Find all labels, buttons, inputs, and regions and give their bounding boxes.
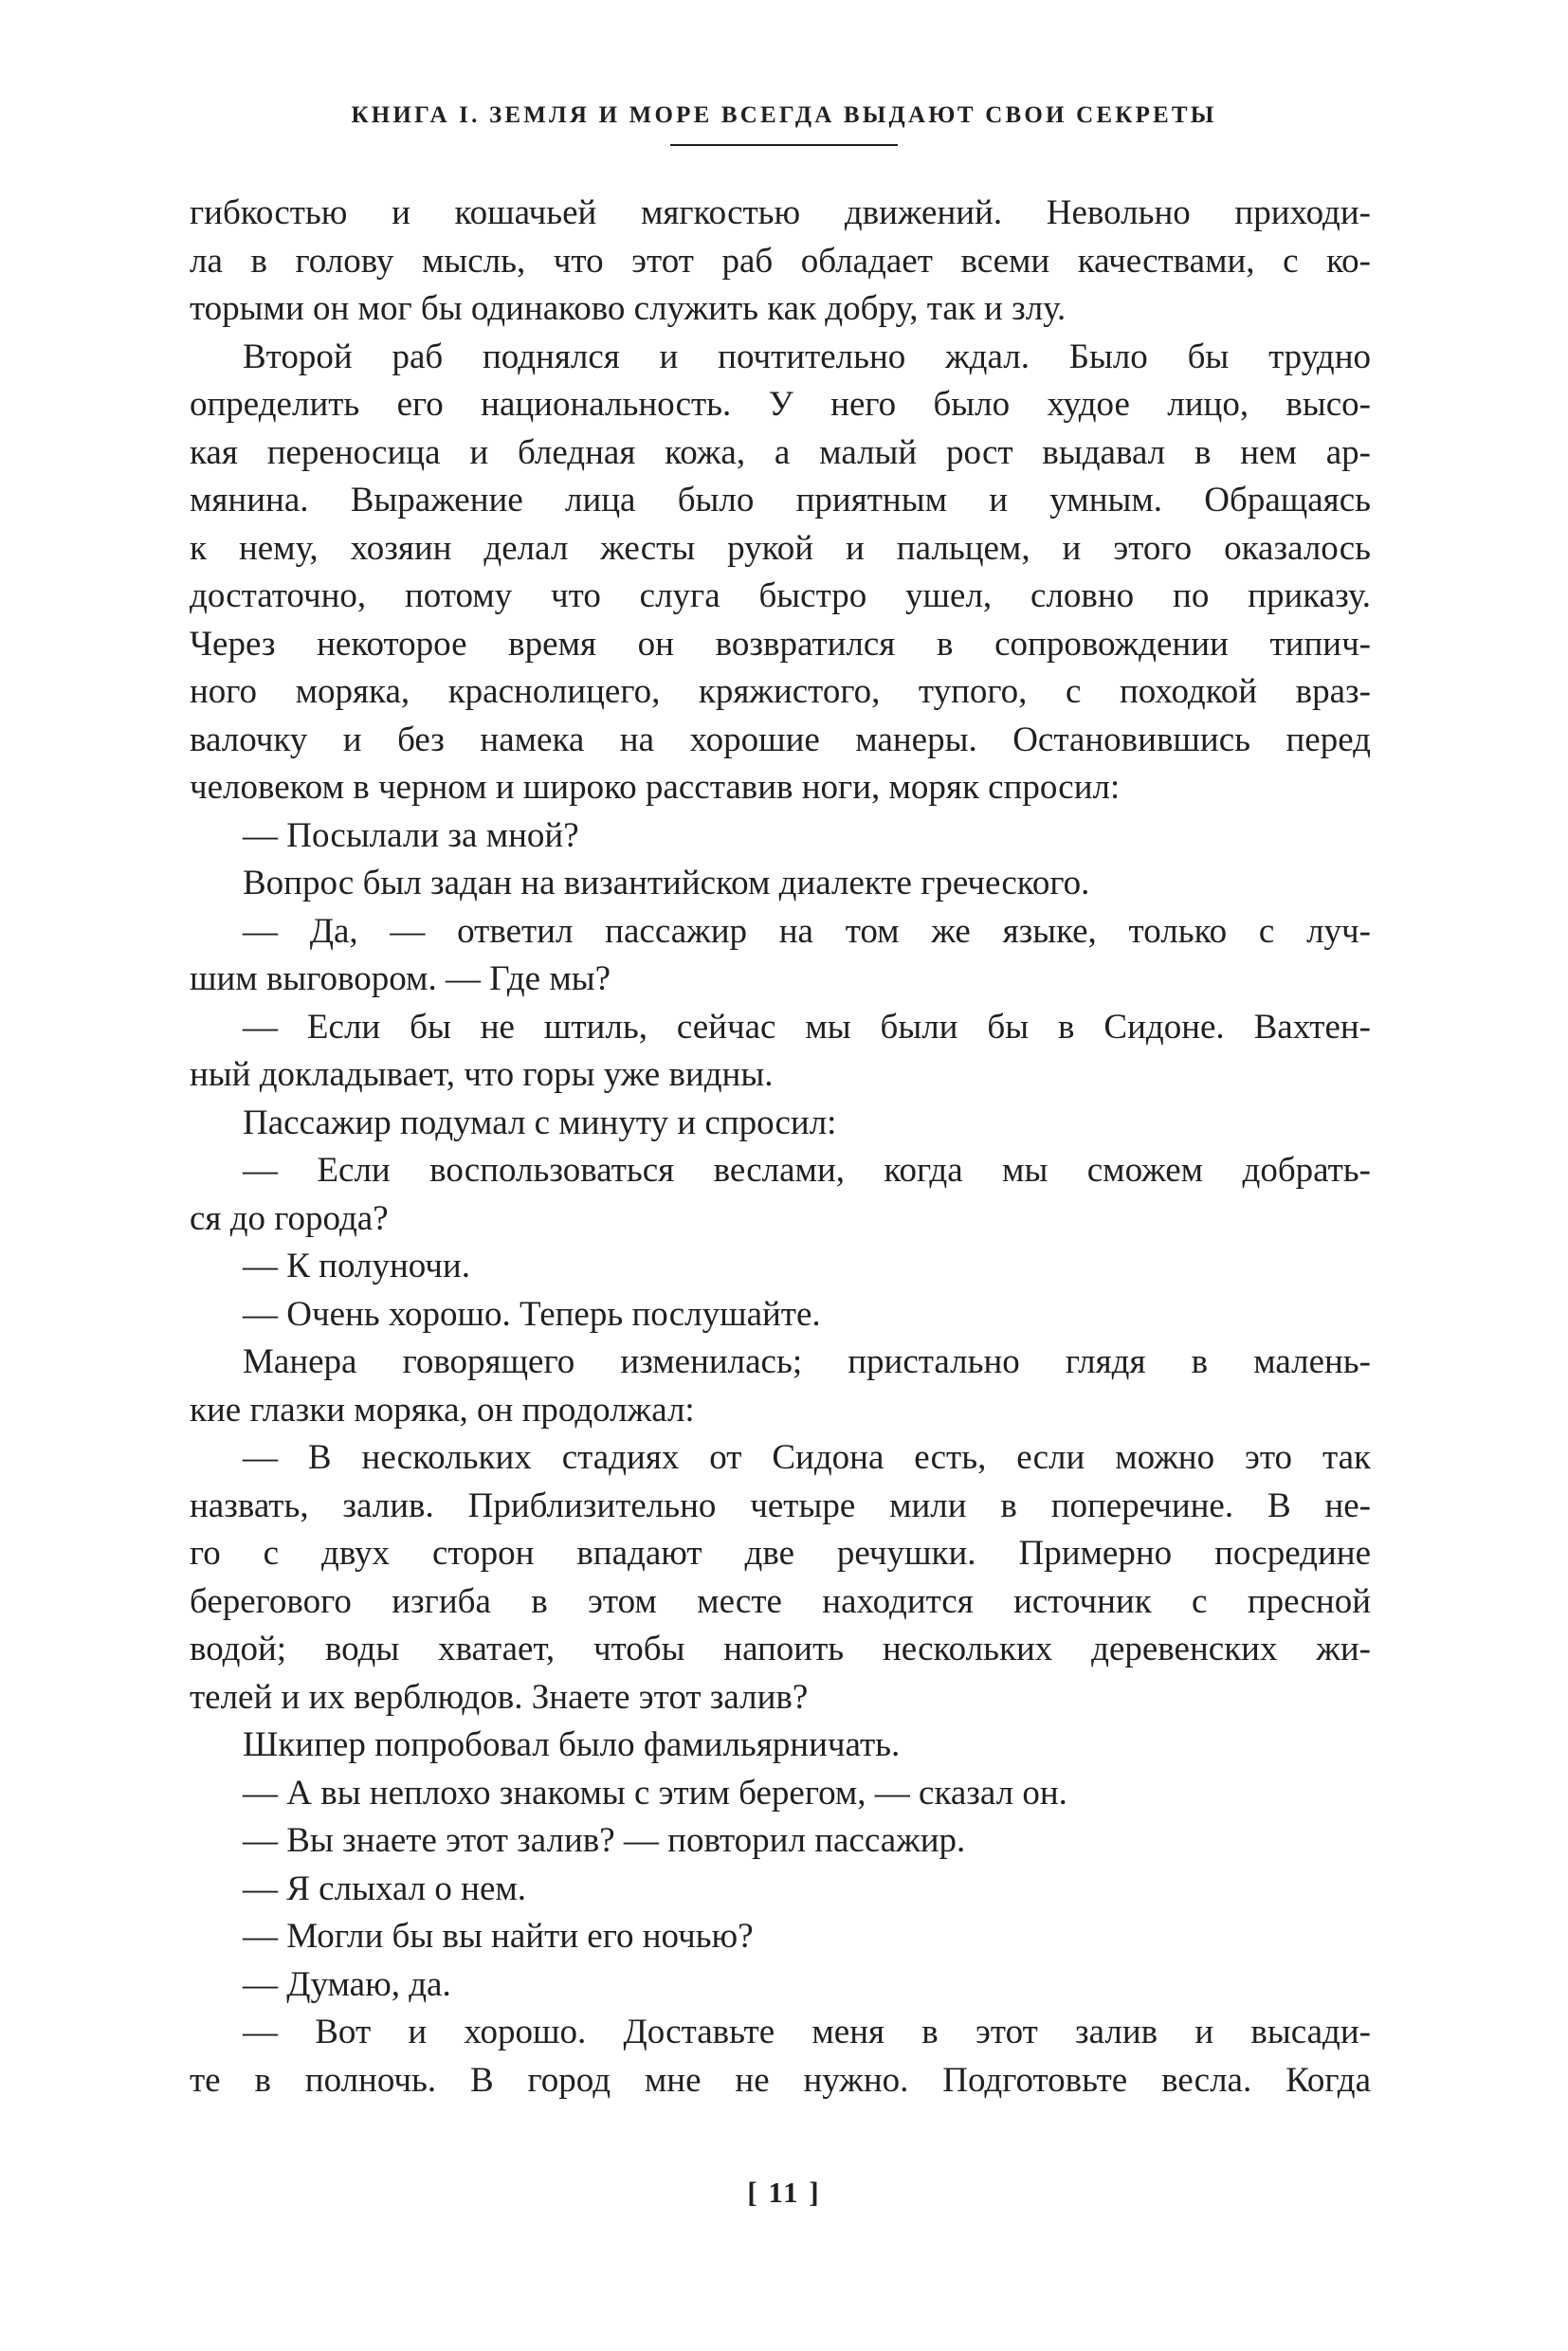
text-line: мянина. Выражение лица было приятным и умным. Обращаясь bbox=[190, 481, 1371, 519]
text-line: водой; воды хватает, чтобы напоить нескольких деревенских жи- bbox=[190, 1630, 1371, 1668]
text-line: шим выговором. — Где мы? bbox=[190, 959, 611, 998]
text-line: ся до города? bbox=[190, 1198, 389, 1238]
text-line: Шкипер попробовал было фамильярничать. bbox=[243, 1725, 901, 1764]
text-line: торыми он мог бы одинаково служить как добру, так и злу. bbox=[190, 289, 1067, 328]
text-line: кая переносица и бледная кожа, а малый рост выдавал в нем ар- bbox=[190, 432, 1371, 472]
text-line: ного моряка, краснолицего, кряжистого, тупого, с походкой враз- bbox=[190, 672, 1371, 711]
text-line: назвать, залив. Приблизительно четыре мили в поперечине. В не- bbox=[190, 1485, 1371, 1525]
text-line: Вопрос был задан на византийском диалекте греческого. bbox=[243, 864, 1090, 902]
text-line: — Вот и хорошо. Доставьте меня в этот залив и высади- bbox=[243, 2013, 1371, 2051]
text-line: Пассажир подумал с минуту и спросил: bbox=[243, 1103, 837, 1142]
text-line: ла в голову мысль, что этот раб обладает всеми качествами, с ко- bbox=[190, 241, 1371, 281]
text-line: го с двух сторон впадают две речушки. Примерно посредине bbox=[190, 1534, 1371, 1573]
page-number: [ 11 ] bbox=[747, 2176, 821, 2209]
text-line: — А вы неплохо знакомы с этим берегом, — сказал он. bbox=[243, 1773, 1067, 1813]
running-head-rule bbox=[670, 144, 898, 146]
text-line: берегового изгиба в этом месте находится источник с пресной bbox=[190, 1581, 1371, 1621]
text-line: — Вы знаете этот залив? — повторил пассажир. bbox=[243, 1821, 966, 1860]
text-line: — Посылали за мной? bbox=[243, 815, 579, 855]
text-line: — Если воспользоваться веслами, когда мы сможем добрать- bbox=[243, 1151, 1371, 1190]
text-line: определить его национальность. У него было худое лицо, высо- bbox=[190, 385, 1371, 424]
text-line: те в полночь. В город мне не нужно. Подготовьте весла. Когда bbox=[190, 2060, 1371, 2100]
text-line: — Могли бы вы найти его ночью? bbox=[243, 1917, 754, 1956]
body-text bbox=[190, 190, 1371, 2105]
text-line: Второй раб поднялся и почтительно ждал. Было бы трудно bbox=[243, 337, 1371, 376]
text-line: — Да, — ответил пассажир на том же языке, только с луч- bbox=[243, 911, 1371, 951]
text-line: — Очень хорошо. Теперь послушайте. bbox=[243, 1294, 821, 1334]
text-line: — Думаю, да. bbox=[243, 1964, 451, 2004]
text-line: — Я слыхал о нем. bbox=[243, 1868, 527, 1908]
text-line: валочку и без намека на хорошие манеры. Остановившись перед bbox=[190, 720, 1371, 759]
text-line: — В нескольких стадиях от Сидона есть, если можно это так bbox=[243, 1438, 1371, 1477]
text-line: гибкостью и кошачьей мягкостью движений. Невольно приходи- bbox=[190, 193, 1371, 232]
text-line: телей и их верблюдов. Знаете этот залив? bbox=[190, 1677, 809, 1717]
text-line: Манера говорящего изменилась; пристально глядя в малень- bbox=[243, 1342, 1371, 1381]
text-line: к нему, хозяин делал жесты рукой и пальцем, и этого оказалось bbox=[190, 528, 1371, 568]
text-line: кие глазки моряка, он продолжал: bbox=[190, 1390, 695, 1430]
text-line: Через некоторое время он возвратился в сопровождении типич- bbox=[190, 624, 1371, 664]
text-line: человеком в черном и широко расставив ноги, моряк спросил: bbox=[190, 768, 1121, 807]
text-line: — К полуночи. bbox=[243, 1247, 470, 1285]
text-line: ный докладывает, что горы уже видны. bbox=[190, 1055, 774, 1094]
text-line: — Если бы не штиль, сейчас мы были бы в Сидоне. Вахтен- bbox=[243, 1007, 1371, 1047]
text-line: достаточно, потому что слуга быстро ушел, словно по приказу. bbox=[190, 576, 1371, 615]
running-head: КНИГА I. ЗЕМЛЯ И МОРЕ ВСЕГДА ВЫДАЮТ СВОИ СЕКРЕТЫ bbox=[351, 102, 1217, 128]
